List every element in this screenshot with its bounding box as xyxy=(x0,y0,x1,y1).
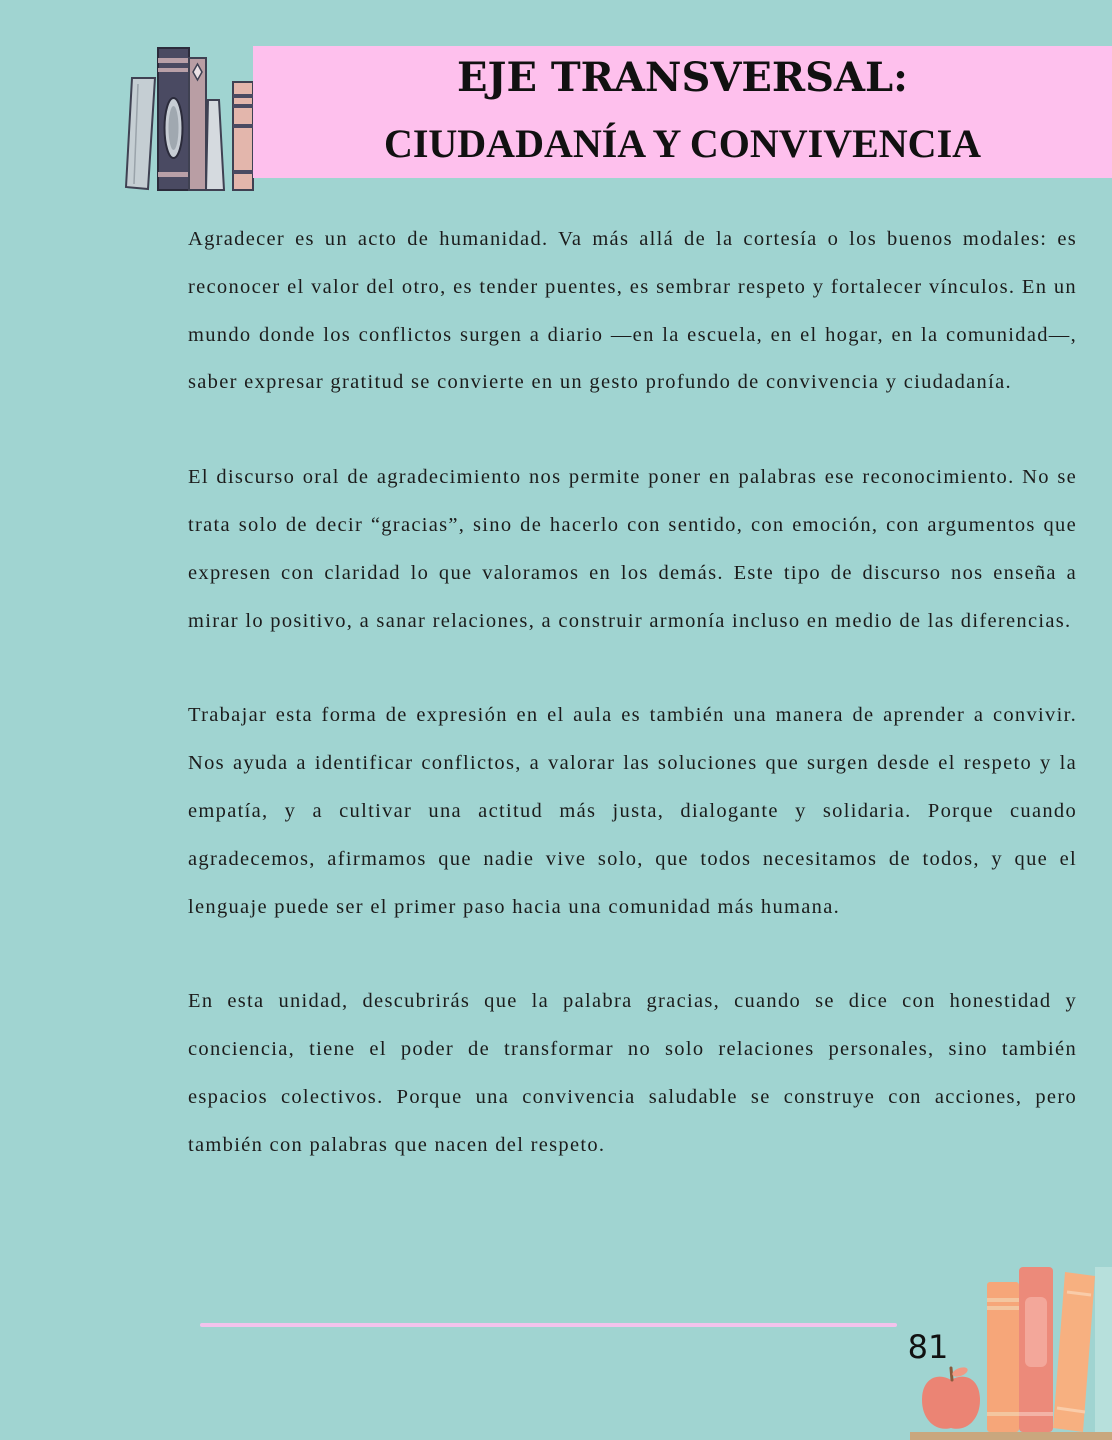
paragraph: En esta unidad, descubrirás que la palabra gracias, cuando se dice con honestidad y conciencia, tiene el poder de transformar no solo relaciones personales, sino también espacios colectivos. Porque una convivencia saludable se construye con acciones, pero también con palabras que nacen del respeto. xyxy=(188,990,1077,1156)
footer-divider xyxy=(200,1323,897,1327)
page-subtitle: CIUDADANÍA Y CONVIVENCIA xyxy=(383,121,982,166)
paragraph: Agradecer es un acto de humanidad. Va más allá de la cortesía o los buenos modales: es reconocer el valor del otro, es tender puentes, es sembrar respeto y fortalecer vínculos. En un mundo donde los conflictos surgen a diario —en la escuela, en el hogar, en la comunidad—, saber expresar gratitud se convierte en un gesto profundo de convivencia y ciudadanía. xyxy=(188,228,1077,394)
page-title: EJE TRANSVERSAL: xyxy=(457,54,908,101)
body-text xyxy=(188,216,1077,1217)
title-band xyxy=(253,46,1112,178)
page-number: 81 xyxy=(907,1328,949,1366)
apple-icon xyxy=(918,1364,984,1434)
paragraph: Trabajar esta forma de expresión en el aula es también una manera de aprender a convivir. Nos ayuda a identificar conflictos, a valorar las soluciones que surgen desde el respeto y la empatía, y a cultivar una actitud más justa, dialogante y solidaria. Porque cuando agradecemos, afirmamos que nadie vive solo, que todos necesitamos de todos, y que el lenguaje puede ser el primer paso hacia una comunidad más humana. xyxy=(188,704,1077,918)
books-stack-icon xyxy=(118,44,258,194)
paragraph: El discurso oral de agradecimiento nos permite poner en palabras ese reconocimiento. No se trata solo de decir “gracias”, sino de hacerlo con sentido, con emoción, con argumentos que expresen con claridad lo que valoramos en los demás. Este tipo de discurso nos enseña a mirar lo positivo, a sanar relaciones, a construir armonía incluso en medio de las diferencias. xyxy=(188,466,1077,632)
